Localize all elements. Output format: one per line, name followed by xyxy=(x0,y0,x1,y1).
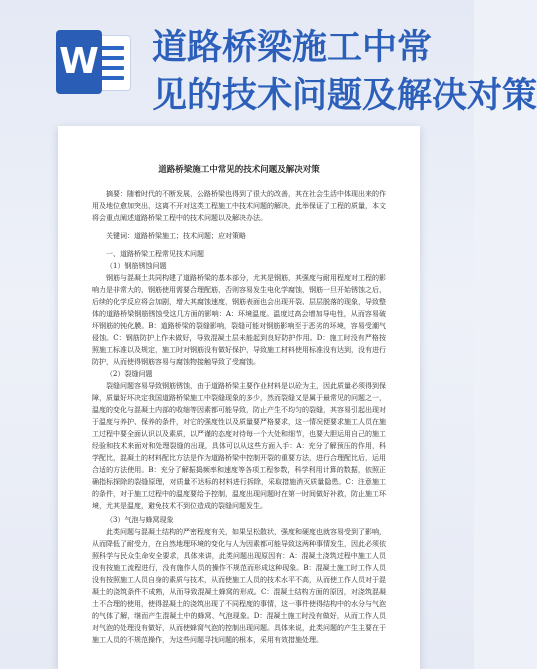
paragraph-2: 裂缝问题容易导致钢筋锈蚀，由于道路桥梁主要作业材料是以砼为主，因此质量必须得到保障，质量好坏决定我国道路桥梁施工中裂缝现象的多少，然而裂缝又是属于最常见的问题之一，温度的变化与混凝土内部的收缩等因素都可能导致，防止产生不均匀的裂缝，其容易引起出现对于温度与养护、保养的条件，对它的强度性以及质量要严格要求，这一情况便要求施工人员在施工过程中要全面认识以及素质，以严谨的态度对待每一个大处和细节，也要大胆运用自己的施工经验和技术来面对和处理裂缝的出现，具体可以从这些方面入手：A：充分了解预压的作用，科学配比，混凝土的材料配比方法是作为道路桥梁中控制开裂的重要方法，进行合理配比后，运用合适的方法使用。B：充分了解振捣频率和速度等各项工程参数，科学利用计算的数据，依照正确指标探除的裂缝原理，对质量不达标的材料进行拆除，采取措施消灭质量隐患。C：注意施工的条件，对于施工过程中的温度要给予控制，温度出现问题时在第一时间做好补救，防止施工环境，尤其是温度，避免技术不到位造成的裂缝问题发生。 xyxy=(92,382,386,510)
word-logo xyxy=(56,30,130,94)
banner-title-line1: 道路桥梁施工中常 xyxy=(152,28,433,68)
document-page xyxy=(58,126,420,669)
word-logo-letter: W xyxy=(56,30,102,94)
paragraph-1: 钢筋与混凝土共同构建了道路桥梁的基本部分，尤其是钢筋，其强度与耐用程度对工程的影响力是非常大的，钢筋使用需要合理配筋，否则容易发生电化学腐蚀，钢筋一旦开始锈蚀之后，后续的化学反应将会加剧，增大其腐蚀速度，钢筋表面也会出现开裂、层层脱落的现象，导致整体的道路桥梁钢筋锈蚀受这几方面的影响：A：环境温度。温度过高会增加导电性，从而容易破坏钢筋的钝化膜。B：道路桥梁的裂缝影响，裂缝可能对钢筋影响至于恶劣的环境，容易受潮气侵蚀。C：钢筋防护上作未做好，导致混凝土层未能起到良好防护作用。D：施工时没有严格按照施工标准以及规定，施工时对钢筋没有做好保护，导致施工材料使用标准没有达到，没有进行防护，从而使得钢筋容易与腐蚀物接触导致了受腐蚀。 xyxy=(92,274,386,366)
section-heading: 一、道路桥梁工程常见技术问题 xyxy=(106,250,204,258)
subheading-2: （2）裂缝问题 xyxy=(106,370,153,378)
paragraph-3: 此类问题与混凝土结构的严密程度有关，如果呈松散状，强度和硬度也就容易受到了影响，从而降低了耐受力，在自然地理环境的变化与人为因素都可能导致这两种事情发生，因此必须依照科学与民众生命安全要求，具体来讲，此类问题出现原因有：A：混凝土浇筑过程中施工人员没有按施工流程进行，没有施作人员的操作不规范而形成这种现象。B：混凝土施工时工作人员没有按照施工人员自身的素质与技术，从而使施工人员的技术水平不高，从而使工作人员对于混凝土的浇筑条件不成熟，从而导致混凝土蜂窝的形成。C：混凝土结构方面的原因，对浇筑混凝土不合理的使用，使得混凝土的浇筑出现了不同程度的事情，这一事件使得结构中的水分与气泡的气体了解，继而产生混凝土中的蜂窝、气泡现象。D：混凝土施工时没有做好，从而工作人员对气泡的处理没有做好，从而使蜂窝气泡的控制出现问题。具体来说，此类问题的产生主要在于施工人员的不规范操作，为这些问题寻找问题的根本，采用有效措施处理。 xyxy=(92,528,386,644)
banner-title-line2: 见的技术问题及解决对策 xyxy=(152,76,537,116)
abstract: 摘要：随着时代的不断发展，公路桥梁也得到了很大的改善，其在社会生活中体现出来的作用及地位愈加突出，这离不开对这类工程施工中技术问题的解决，此举保证了工程的质量，本文将会重点阐述道路桥梁工程中的技术问题以及解决办法。 xyxy=(92,190,386,222)
banner-title xyxy=(152,24,537,120)
keywords: 关键词：道路桥梁施工；技术问题；应对策略 xyxy=(106,232,246,240)
subheading-1: （1）钢筋锈蚀问题 xyxy=(106,262,167,270)
subheading-3: （3）气泡与蜂窝现象 xyxy=(106,516,174,524)
document-title: 道路桥梁施工中常见的技术问题及解决对策 xyxy=(158,165,320,175)
